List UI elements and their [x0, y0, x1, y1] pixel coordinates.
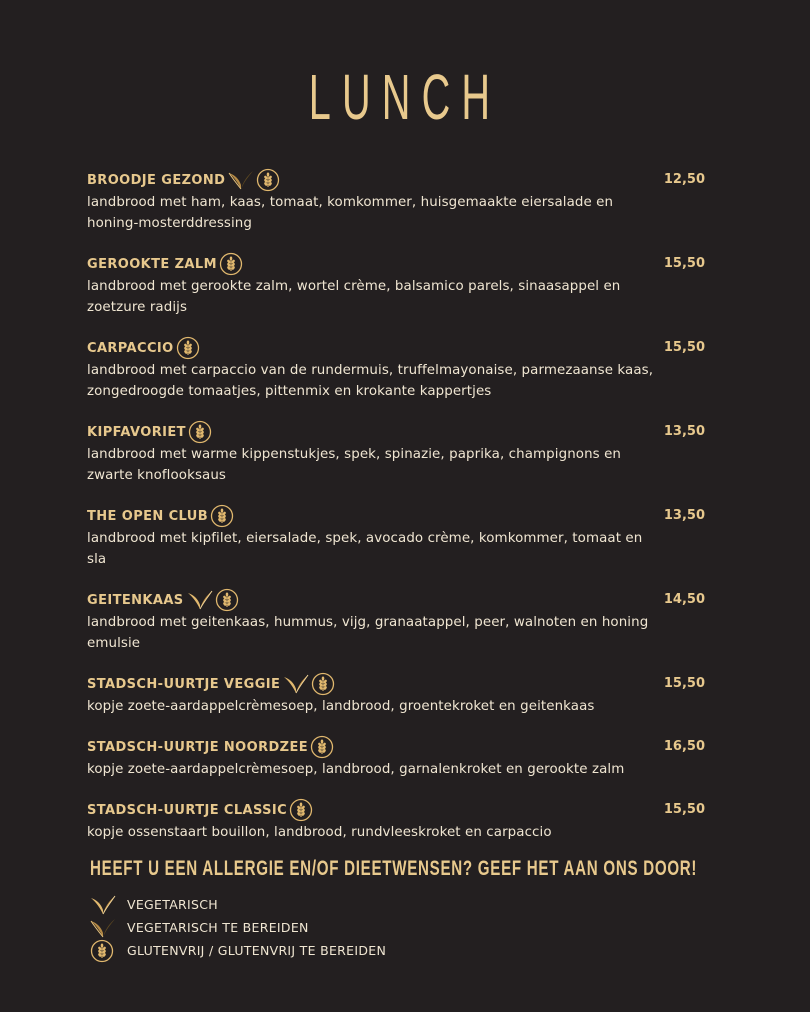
menu-item	[87, 504, 719, 570]
menu-item-price: 14,50	[663, 592, 705, 607]
menu-item-header	[87, 420, 719, 444]
legend-label: VEGETARISCH TE BEREIDEN	[127, 920, 309, 935]
menu-item-name: THE OPEN CLUB	[87, 508, 209, 524]
gluten-free-grain-icon	[219, 252, 243, 276]
menu-item	[87, 588, 719, 654]
menu-item-header	[87, 504, 719, 528]
menu-item-description: landbrood met gerookte zalm, wortel crème, balsamico parels, sinaasappel en zoetzure radijs	[87, 279, 621, 315]
menu-item	[87, 252, 719, 318]
menu-item	[87, 735, 719, 780]
menu-item-header	[87, 672, 719, 696]
menu-item-name: GEROOKTE ZALM	[87, 256, 217, 272]
menu-item-name: BROODJE GEZOND	[87, 172, 226, 188]
menu-item	[87, 672, 719, 717]
menu-item	[87, 420, 719, 486]
gluten-free-grain-icon	[215, 588, 239, 612]
menu-item-price: 15,50	[663, 340, 705, 355]
menu-item-name: CARPACCIO	[87, 340, 174, 356]
menu-item	[87, 336, 719, 402]
gluten-free-grain-icon	[311, 672, 335, 696]
menu-item-price: 16,50	[663, 739, 705, 754]
menu-item-price: 15,50	[663, 256, 705, 271]
menu-item	[87, 168, 719, 234]
menu-item-header	[87, 588, 719, 612]
menu-item-name: KIPFAVORIET	[87, 424, 186, 440]
gluten-free-grain-icon	[256, 168, 280, 192]
menu-item-description: landbrood met carpaccio van de rundermuis, truffelmayonaise, parmezaanse kaas, zongedroogde tomaatjes, pittenmix en krokante kappertjes	[87, 363, 654, 399]
menu-item-name: STADSCH-UURTJE VEGGIE	[87, 676, 281, 692]
menu-item-price: 12,50	[663, 172, 705, 187]
menu-item-header	[87, 168, 719, 192]
legend-row	[90, 939, 386, 962]
menu-item-header	[87, 798, 719, 822]
icon-legend	[90, 893, 386, 962]
gluten-free-grain-icon	[210, 504, 234, 528]
gluten-free-grain-icon	[188, 420, 212, 444]
allergy-notice: HEEFT U EEN ALLERGIE EN/OF DIEETWENSEN? GEEF HET AAN ONS DOOR!	[90, 857, 698, 880]
gluten-free-grain-icon	[310, 735, 334, 759]
vegetarian-optional-leaf-icon	[228, 169, 254, 191]
menu-item-header	[87, 252, 719, 276]
menu-item-description: landbrood met ham, kaas, tomaat, komkommer, huisgemaakte eiersalade en honing-mosterddressing	[87, 195, 614, 231]
legend-label: GLUTENVRIJ / GLUTENVRIJ TE BEREIDEN	[127, 943, 387, 958]
menu-item-description: kopje zoete-aardappelcrèmesoep, landbrood, garnalenkroket en gerookte zalm	[87, 762, 625, 777]
menu-item-description: landbrood met warme kippenstukjes, spek, spinazie, paprika, champignons en zwarte knoflooksaus	[87, 447, 622, 483]
menu-item-price: 13,50	[663, 508, 705, 523]
menu-item-name: GEITENKAAS	[87, 592, 184, 608]
legend-label: VEGETARISCH	[127, 897, 218, 912]
menu-item-name: STADSCH-UURTJE NOORDZEE	[87, 739, 309, 755]
menu-item-description: landbrood met geitenkaas, hummus, vijg, granaatappel, peer, walnoten en honing emulsie	[87, 615, 649, 651]
legend-row	[90, 893, 386, 916]
gluten-free-grain-icon	[90, 939, 118, 963]
menu-item-description: kopje ossenstaart bouillon, landbrood, rundvleeskroket en carpaccio	[87, 825, 552, 840]
menu-item-price: 13,50	[663, 424, 705, 439]
gluten-free-grain-icon	[289, 798, 313, 822]
menu-item-description: kopje zoete-aardappelcrèmesoep, landbrood, groentekroket en geitenkaas	[87, 699, 595, 714]
vegetarian-optional-leaf-icon	[90, 917, 118, 939]
menu-item-description: landbrood met kipfilet, eiersalade, spek, avocado crème, komkommer, tomaat en sla	[87, 531, 643, 567]
menu-item-price: 15,50	[663, 802, 705, 817]
page-title: LUNCH	[308, 61, 502, 133]
menu-item	[87, 798, 719, 843]
vegetarian-leaf-icon	[187, 589, 213, 611]
vegetarian-leaf-icon	[90, 894, 118, 916]
menu-item-header	[87, 735, 719, 759]
menu-item-price: 15,50	[663, 676, 705, 691]
gluten-free-grain-icon	[176, 336, 200, 360]
menu-item-header	[87, 336, 719, 360]
legend-row	[90, 916, 386, 939]
menu-item-name: STADSCH-UURTJE CLASSIC	[87, 802, 288, 818]
vegetarian-leaf-icon	[283, 673, 309, 695]
